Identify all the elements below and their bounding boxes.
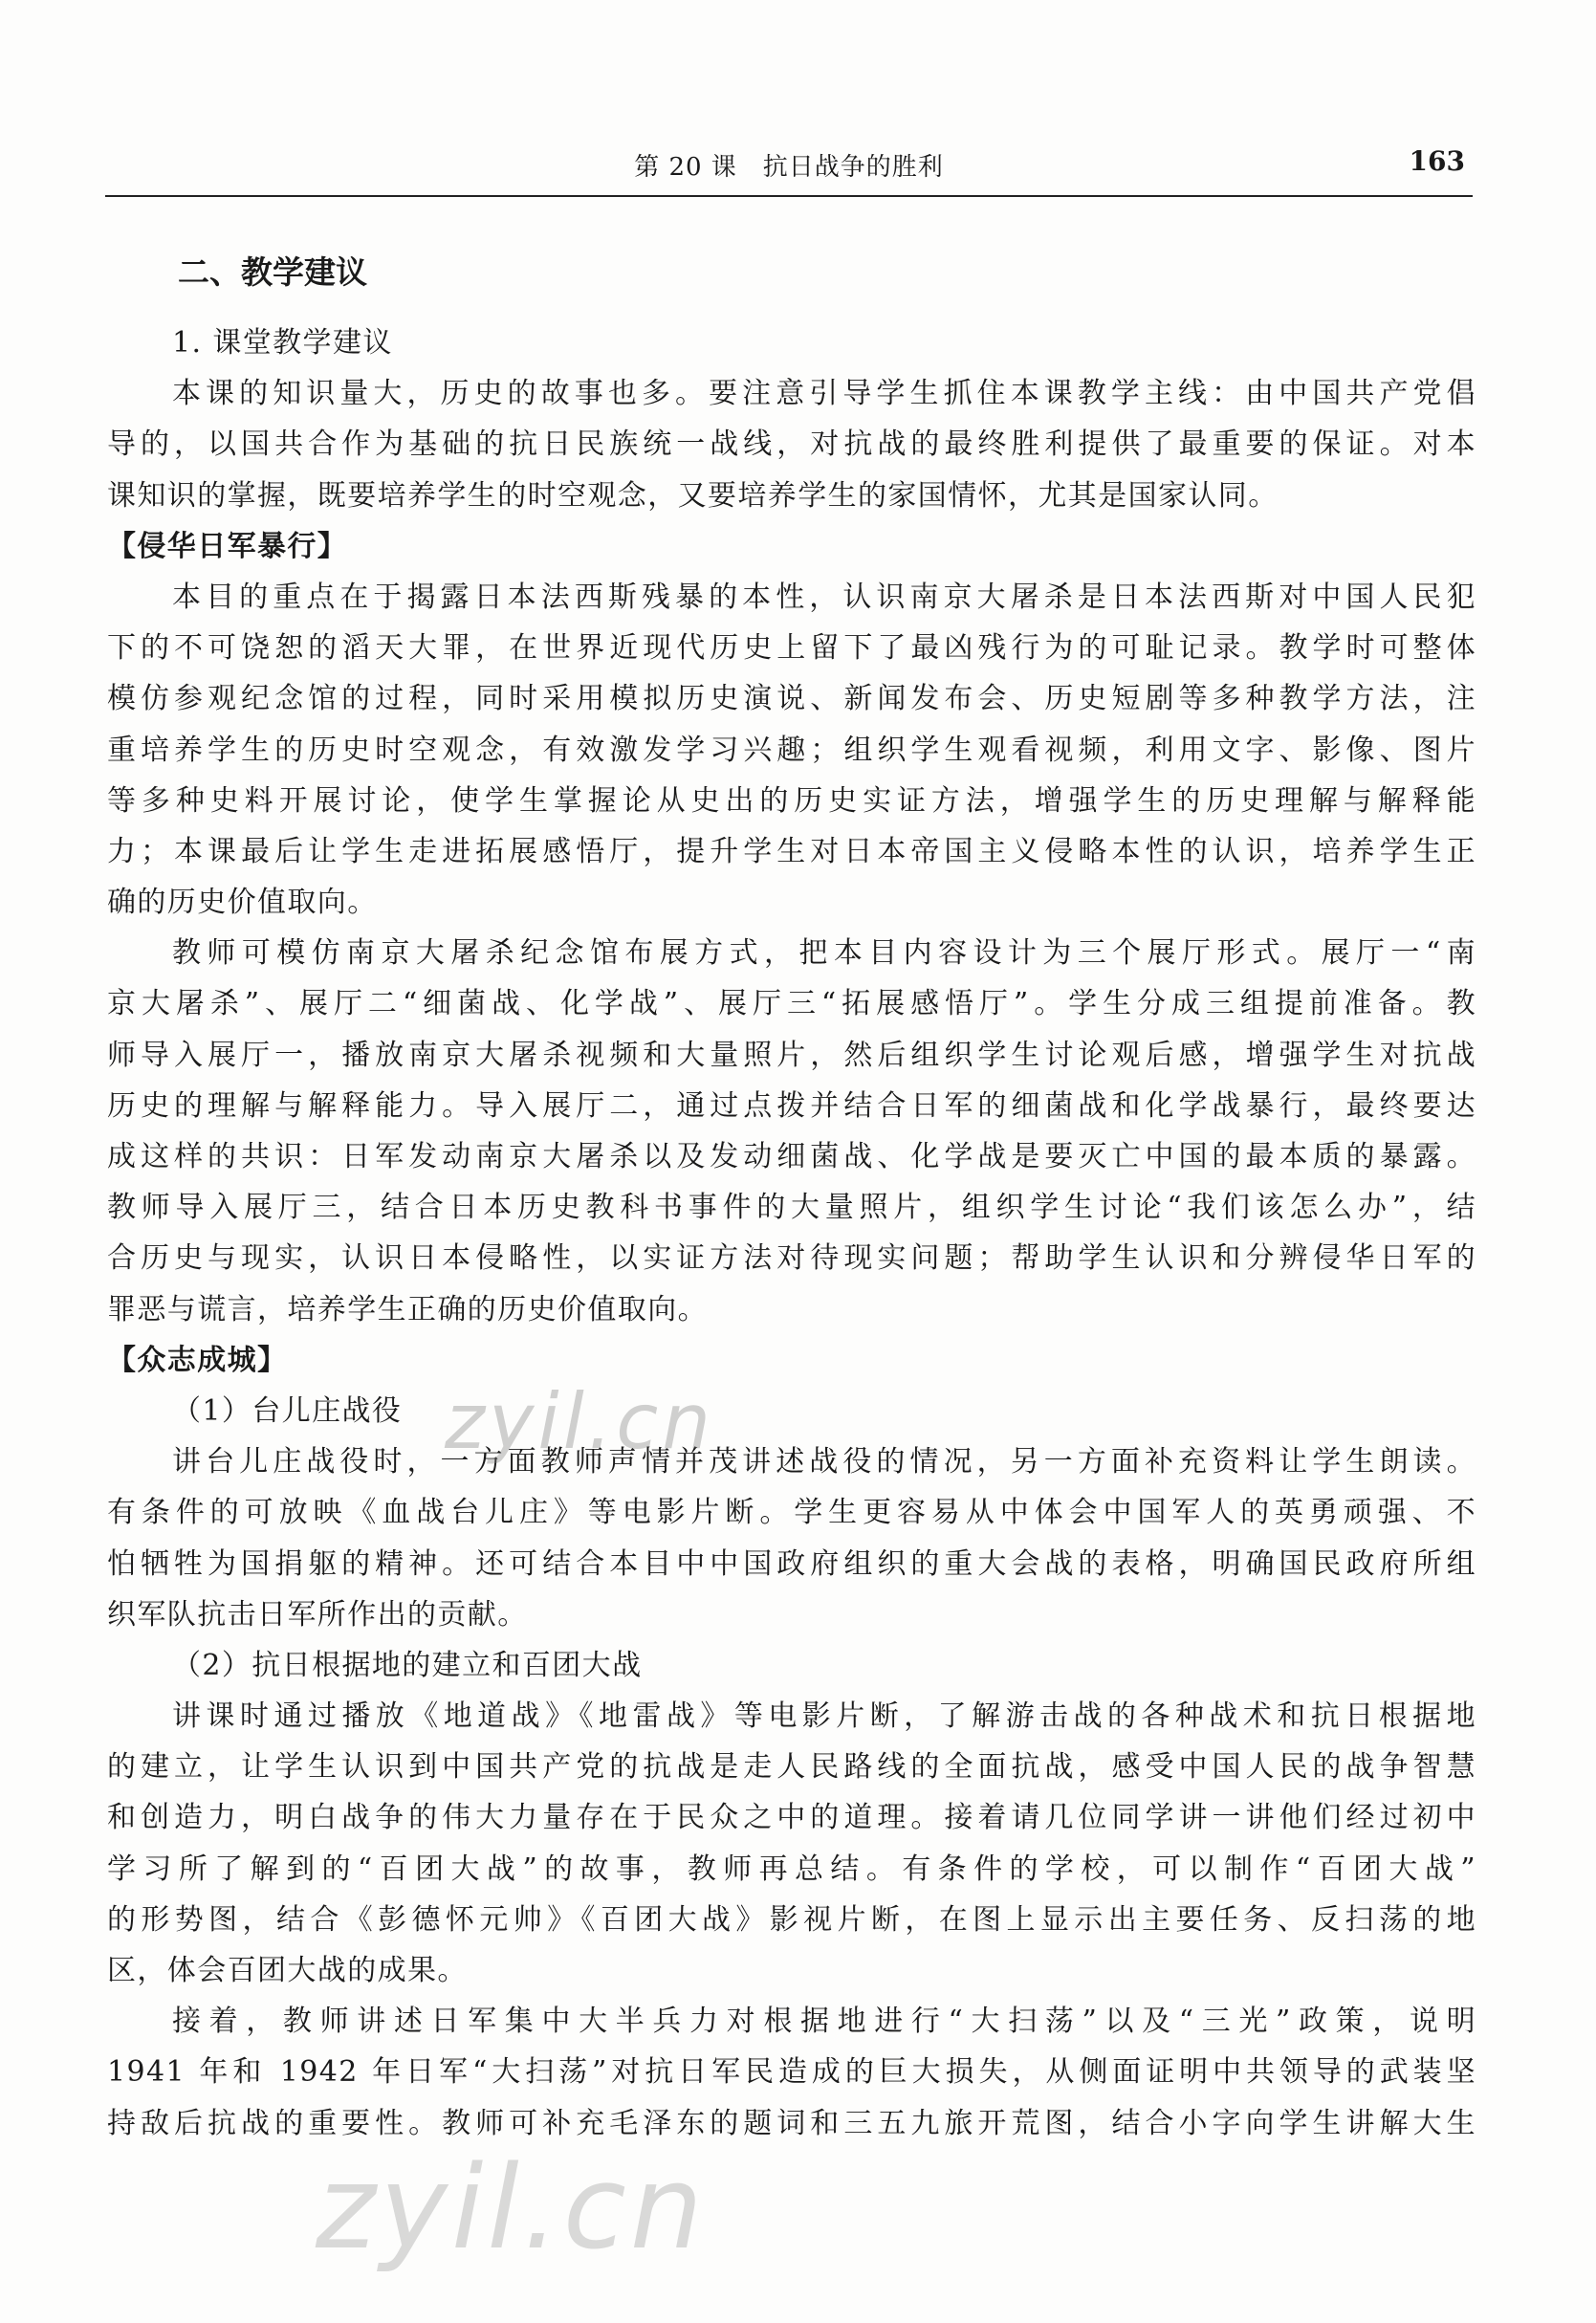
text-line: 教师可模仿南京大屠杀纪念馆布展方式，把本目内容设计为三个展厅形式。展厅一“南 xyxy=(172,936,1476,971)
running-title: 第 20 课 抗日战争的胜利 xyxy=(634,153,944,182)
text-line: 罪恶与谎言，培养学生正确的历史价值取向。 xyxy=(107,1292,708,1326)
text-line: 京大屠杀”、展厅二“细菌战、化学战”、展厅三“拓展感悟厅”。学生分成三组提前准备。教 xyxy=(107,987,1476,1021)
text-line: 等多种史料开展讨论，使学生掌握论从史出的历史实证方法，增强学生的历史理解与解释能 xyxy=(107,783,1476,818)
watermark: zyil.cn xyxy=(445,1377,714,1466)
text-line: 导的，以国共合作为基础的抗日民族统一战线，对抗战的最终胜利提供了最重要的保证。对本 xyxy=(107,427,1476,462)
text-line: 织军队抗击日军所作出的贡献。 xyxy=(107,1597,528,1632)
text-line: 1941 年和 1942 年日军“大扫荡”对抗日军民造成的巨大损失，从侧面证明中共领导的武装坚 xyxy=(107,2055,1476,2090)
text-line: 接着，教师讲述日军集中大半兵力对根据地进行“大扫荡”以及“三光”政策，说明 xyxy=(172,2005,1476,2039)
text-line: 重培养学生的历史时空观念，有效激发学习兴趣；组织学生观看视频，利用文字、影像、图片 xyxy=(107,733,1476,767)
text-line: 模仿参观纪念馆的过程，同时采用模拟历史演说、新闻发布会、历史短剧等多种教学方法，注 xyxy=(107,682,1476,716)
text-line: 学习所了解到的“百团大战”的故事，教师再总结。有条件的学校，可以制作“百团大战” xyxy=(107,1852,1476,1886)
text-line: 师导入展厅一，播放南京大屠杀视频和大量照片，然后组织学生讨论观后感，增强学生对抗战 xyxy=(107,1038,1476,1072)
text-line: 成这样的共识：日军发动南京大屠杀以及发动细菌战、化学战是要灭亡中国的最本质的暴露。 xyxy=(107,1140,1476,1173)
text-line: 的建立，让学生认识到中国共产党的抗战是走人民路线的全面抗战，感受中国人民的战争智慧 xyxy=(107,1750,1476,1785)
watermark: zyil.cn xyxy=(316,2142,707,2275)
text-line: （2）抗日根据地的建立和百团大战 xyxy=(172,1648,643,1682)
page-header xyxy=(105,142,1473,197)
text-line: 确的历史价值取向。 xyxy=(107,886,378,920)
text-line: 有条件的可放映《血战台儿庄》等电影片断。学生更容易从中体会中国军人的英勇顽强、不 xyxy=(107,1496,1476,1530)
text-line: 讲台儿庄战役时，一方面教师声情并茂讲述战役的情况，另一方面补充资料让学生朗读。 xyxy=(172,1445,1476,1479)
text-line: 本课的知识量大，历史的故事也多。要注意引导学生抓住本课教学主线：由中国共产党倡 xyxy=(172,377,1476,411)
text-line: 课知识的掌握，既要培养学生的时空观念，又要培养学生的家国情怀，尤其是国家认同。 xyxy=(107,478,1279,513)
text-line: 教师导入展厅三，结合日本历史教科书事件的大量照片，组织学生讨论“我们该怎么办”，结 xyxy=(107,1191,1476,1225)
text-line: 本目的重点在于揭露日本法西斯残暴的本性，认识南京大屠杀是日本法西斯对中国人民犯 xyxy=(172,580,1476,614)
text-line: 怕牺牲为国捐躯的精神。还可结合本目中中国政府组织的重大会战的表格，明确国民政府所组 xyxy=(107,1546,1476,1581)
paragraph-lines xyxy=(107,318,1476,2149)
subsection-heading: 【侵华日军暴行】 xyxy=(107,529,348,563)
subsection-heading: 【众志成城】 xyxy=(107,1343,288,1377)
text-line: 和创造力，明白战争的伟大力量存在于民众之中的道理。接着请几位同学讲一讲他们经过初中 xyxy=(107,1801,1476,1835)
text-line: （1）台儿庄战役 xyxy=(172,1393,403,1428)
text-line: 的形势图，结合《彭德怀元帅》《百团大战》影视片断，在图上显示出主要任务、反扫荡的地 xyxy=(107,1902,1476,1937)
text-line: 历史的理解与解释能力。导入展厅二，通过点拨并结合日军的细菌战和化学战暴行，最终要达 xyxy=(107,1088,1476,1123)
text-line: 1. 课堂教学建议 xyxy=(172,326,393,360)
body-text xyxy=(107,251,1476,2149)
text-line: 持敌后抗战的重要性。教师可补充毛泽东的题词和三五九旅开荒图，结合小字向学生讲解大生 xyxy=(107,2106,1476,2140)
text-line: 合历史与现实，认识日本侵略性，以实证方法对待现实问题；帮助学生认识和分辨侵华日军的 xyxy=(107,1241,1476,1276)
page-number: 163 xyxy=(1409,145,1465,177)
text-line: 讲课时通过播放《地道战》《地雷战》等电影片断，了解游击战的各种战术和抗日根据地 xyxy=(172,1699,1476,1734)
text-line: 力；本课最后让学生走进拓展感悟厅，提升学生对日本帝国主义侵略本性的认识，培养学生正 xyxy=(107,834,1476,868)
text-line: 区，体会百团大战的成果。 xyxy=(107,1954,468,1987)
section-title: 二、教学建议 xyxy=(178,253,367,291)
text-line: 下的不可饶恕的滔天大罪，在世界近现代历史上留下了最凶残行为的可耻记录。教学时可整体 xyxy=(107,631,1476,666)
